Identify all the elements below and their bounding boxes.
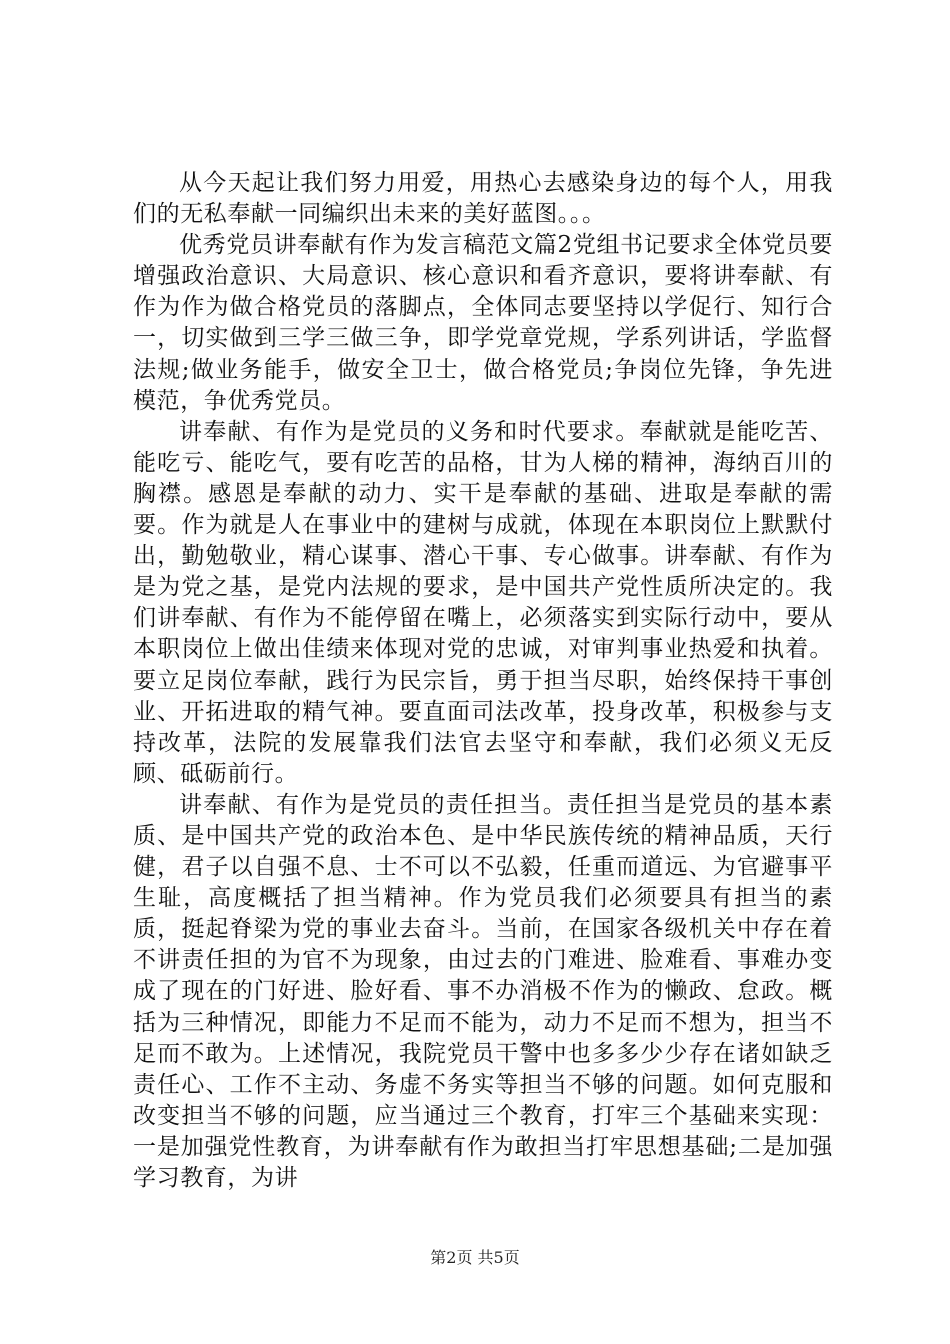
paragraph-duty-and-era: 讲奉献、有作为是党员的义务和时代要求。奉献就是能吃苦、能吃亏、能吃气，要有吃苦的品格，甘为人梯的精神，海纳百川的胸襟。感恩是奉献的动力、实干是奉献的基础、进取是奉献的需要。作为就是人在事业中的建树与成就，体现在本职岗位上默默付出，勤勉敬业，精心谋事、潜心干事、专心做事。讲奉献、有作为是为党之基，是党内法规的要求，是中国共产党性质所决定的。我们讲奉献、有作为不能停留在嘴上，必须落实到实际行动中，要从本职岗位上做出佳绩来体现对党的忠诚，对审判事业热爱和执着。要立足岗位奉献，践行为民宗旨，勇于担当尽职，始终保持干事创业、开拓进取的精气神。要直面司法改革，投身改革，积极参与支持改革，法院的发展靠我们法官去坚守和奉献，我们必须义无反顾、砥砺前行。 <box>133 418 833 787</box>
page-number-footer: 第2页 共5页 <box>430 1248 520 1267</box>
document-body <box>133 168 833 1194</box>
paragraph-party-requirements: 优秀党员讲奉献有作为发言稿范文篇2党组书记要求全体党员要增强政治意识、大局意识、核心意识和看齐意识，要将讲奉献、有作为作为做合格党员的落脚点，全体同志要坚持以学促行、知行合一，切实做到三学三做三争，即学党章党规，学系列讲话，学监督法规;做业务能手，做安全卫士，做合格党员;争岗位先锋，争先进模范，争优秀党员。 <box>133 232 833 414</box>
paragraph-closing-line: 从今天起让我们努力用爱，用热心去感染身边的每个人，用我们的无私奉献一同编织出未来的美好蓝图。。。 <box>133 170 833 228</box>
paragraph-responsibility: 讲奉献、有作为是党员的责任担当。责任担当是党员的基本素质、是中国共产党的政治本色、是中华民族传统的精神品质，天行健，君子以自强不息、士不可以不弘毅，任重而道远、为官避事平生耻，高度概括了担当精神。作为党员我们必须要具有担当的素质，挺起脊梁为党的事业去奋斗。当前，在国家各级机关中存在着不讲责任担的为官不为现象，由过去的门难进、脸难看、事难办变成了现在的门好进、脸好看、事不办消极不作为的懒政、怠政。概括为三种情况，即能力不足而不能为，动力不足而不想为，担当不足而不敢为。上述情况，我院党员干警中也多多少少存在诸如缺乏责任心、工作不主动、务虚不务实等担当不够的问题。如何克服和改变担当不够的问题，应当通过三个教育，打牢三个基础来实现：一是加强党性教育，为讲奉献有作为敢担当打牢思想基础;二是加强学习教育，为讲 <box>133 791 833 1191</box>
